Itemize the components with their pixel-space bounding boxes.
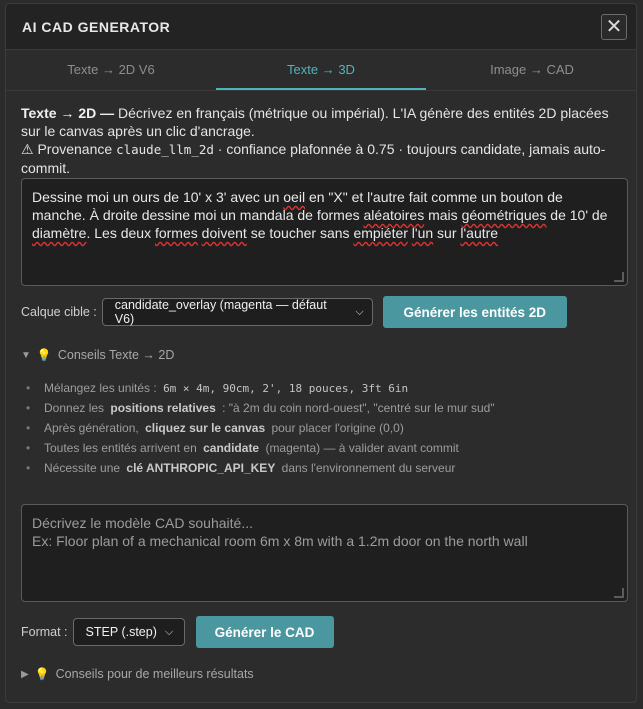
bullet-icon: •	[26, 381, 31, 395]
misspelled-word: formes	[154, 225, 198, 241]
warning-icon: ⚠	[21, 141, 34, 157]
chevron-down-icon: ⌵	[355, 305, 364, 318]
lightbulb-icon: 💡	[34, 667, 50, 681]
misspelled-word: l'un	[411, 225, 434, 241]
bullet-icon: •	[26, 441, 31, 455]
bullet-icon: •	[26, 421, 31, 435]
tip-item	[26, 458, 626, 478]
prompt-text-segment: Dessine moi un ours de 10' x 3' avec un	[32, 189, 284, 205]
layer-label: Calque cible :	[21, 305, 97, 319]
tip-code: 6m × 4m, 90cm, 2', 18 pouces, 3ft 6in	[163, 382, 409, 395]
bullet-icon: •	[26, 461, 31, 475]
tips-cad-header: Conseils pour de meilleurs résultats	[55, 667, 254, 681]
tip-post: (magenta) — à valider avant commit	[262, 441, 459, 455]
tab-image-cad[interactable]: Image → CAD	[490, 62, 574, 77]
ai-cad-generator-panel	[5, 3, 637, 703]
misspelled-word: empiéter	[353, 225, 408, 241]
generate-cad-button[interactable]: Générer le CAD	[196, 616, 334, 648]
prompt-text-segment: . Les deux	[86, 225, 155, 241]
prompt-2d-text	[32, 189, 607, 241]
format-select-value: STEP (.step)	[85, 625, 157, 639]
lightbulb-icon: 💡	[36, 348, 52, 362]
resize-grip-icon[interactable]	[614, 588, 624, 598]
layer-select-value: candidate_overlay (magenta — défaut V6)	[114, 298, 327, 326]
tip-item	[26, 438, 626, 458]
tab-texte-2d-v6[interactable]: Texte → 2D V6	[67, 62, 155, 77]
misspelled-word: l'autre	[460, 225, 499, 241]
cad-prompt-placeholder-1: Décrivez le modèle CAD souhaité...	[32, 515, 253, 531]
layer-row	[21, 296, 567, 328]
tip-pre: Donnez les	[44, 401, 108, 415]
misspelled-word: doivent	[201, 225, 247, 241]
tip-pre: Après génération,	[44, 421, 143, 435]
caret-down-icon: ▼	[21, 349, 31, 361]
bullet-icon: •	[26, 401, 31, 415]
tip-post: : "à 2m du coin nord-ouest", "centré sur le mur sud"	[218, 401, 495, 415]
misspelled-word: oeil	[283, 189, 306, 205]
intro-text: Décrivez en français (métrique ou impérial). L'IA génère des entités 2D placées sur le canvas après un clic d'ancrage.	[21, 105, 609, 139]
caret-right-icon: ▶	[21, 668, 29, 680]
tip-bold: cliquez sur le canvas	[145, 421, 266, 435]
tip-pre: Mélangez les unités :	[44, 381, 161, 395]
tip-pre: Nécessite une	[44, 461, 124, 475]
provenance-suffix: · confiance plafonnée à 0.75 · toujours candidate, jamais auto-commit.	[21, 141, 606, 176]
tip-bold: candidate	[203, 441, 260, 455]
tip-post: pour placer l'origine (0,0)	[268, 421, 404, 435]
prompt-2d-textarea[interactable]	[21, 178, 628, 286]
misspelled-word: géométriques	[461, 207, 547, 223]
format-row	[21, 616, 334, 648]
intro-heading: Texte → 2D —	[21, 105, 115, 121]
cad-prompt-textarea[interactable]	[21, 504, 628, 602]
tips-2d-list	[26, 378, 626, 478]
close-icon: ✕	[605, 16, 623, 38]
provenance-code: claude_llm_2d	[116, 142, 214, 157]
tip-item	[26, 418, 626, 438]
tip-post: dans l'environnement du serveur	[278, 461, 456, 475]
close-button[interactable]	[601, 14, 627, 40]
intro-description	[21, 104, 626, 177]
tab-bar	[6, 50, 636, 91]
title-bar	[6, 4, 636, 50]
tip-bold: positions relatives	[110, 401, 216, 415]
tips-2d-header: Conseils Texte → 2D	[57, 348, 175, 362]
chevron-down-icon: ⌵	[164, 625, 174, 638]
resize-grip-icon[interactable]	[614, 272, 624, 282]
misspelled-word: diamètre	[32, 225, 87, 241]
tip-item	[26, 398, 626, 418]
tab-texte-3d[interactable]: Texte → 3D	[216, 50, 426, 90]
prompt-text-segment: en "X" et l'autre fait comme un bouton de manche. À droite dessine moi un mandala de formes	[32, 189, 563, 223]
misspelled-word: aléatoires	[363, 207, 425, 223]
tips-2d-toggle[interactable]	[21, 348, 174, 362]
generate-2d-button[interactable]: Générer les entités 2D	[383, 296, 567, 328]
tips-cad-toggle[interactable]	[21, 667, 254, 681]
format-label: Format :	[21, 625, 68, 639]
tip-item	[26, 378, 626, 398]
tip-pre: Toutes les entités arrivent en	[44, 441, 201, 455]
layer-select[interactable]	[102, 298, 373, 326]
provenance-prefix: Provenance	[33, 141, 117, 157]
tip-bold: clé ANTHROPIC_API_KEY	[126, 461, 276, 475]
panel-title: AI CAD GENERATOR	[22, 19, 171, 35]
prompt-text-segment: de 10' de	[546, 207, 608, 223]
prompt-text-segment: sur	[433, 225, 461, 241]
format-select[interactable]	[73, 618, 185, 646]
prompt-text-segment: mais	[424, 207, 462, 223]
prompt-text-segment: se toucher sans	[246, 225, 354, 241]
cad-prompt-placeholder-2: Ex: Floor plan of a mechanical room 6m x 8m with a 1.2m door on the north wall	[32, 533, 528, 549]
